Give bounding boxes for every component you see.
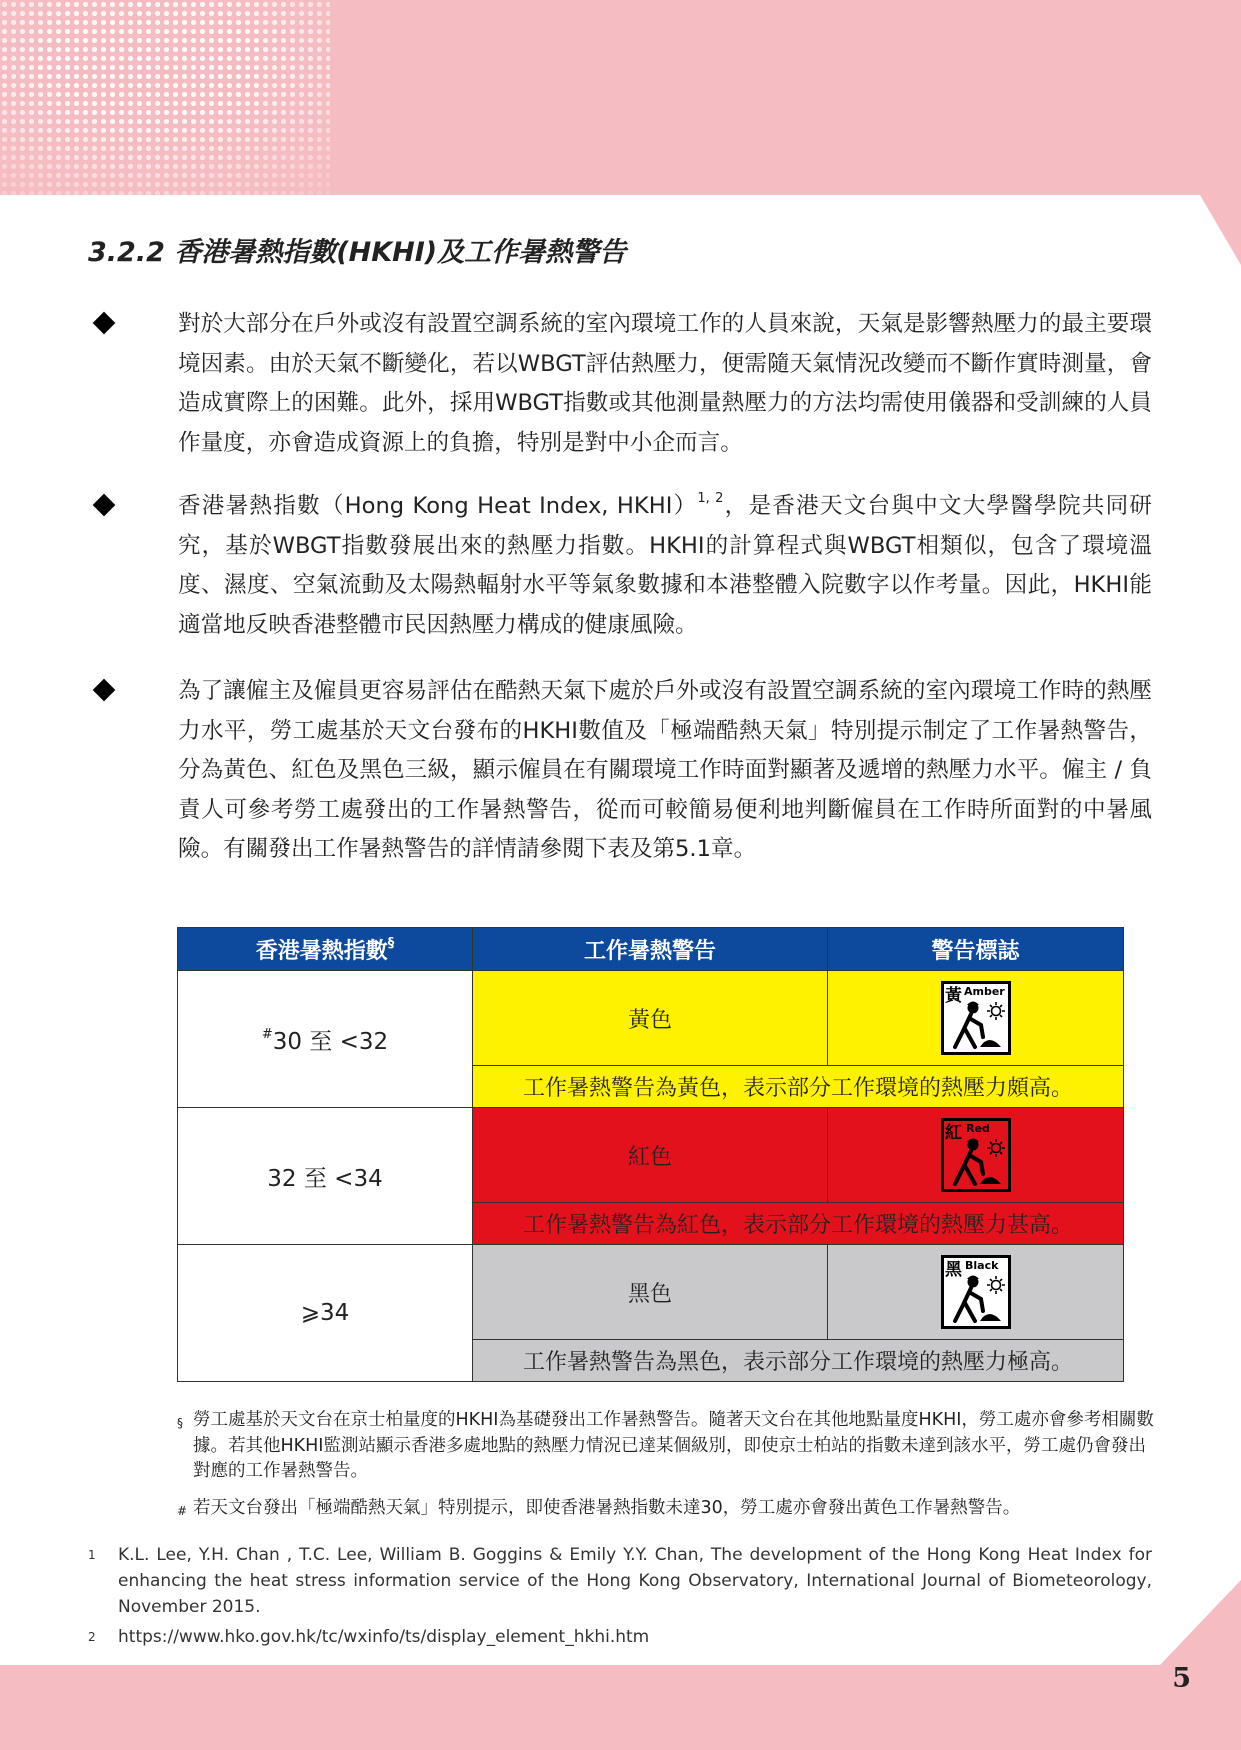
warning-sign-cell [828,971,1124,1066]
table-note: 勞工處基於天文台在京士柏量度的HKHI為基礎發出工作暑熱警告。隨著天文台在其他地點量度HKHI，勞工處亦會參考相關數據。若其他HKHI監測站顯示香港多處地點的熱壓力情況已達某個級別，即使京士柏站的指數未達到該水平，勞工處仍會發出對應的工作暑熱警告。 [193,1410,1154,1481]
diamond-bullet-icon [93,312,116,335]
bullet-text: 香港暑熱指數（Hong Kong Heat Index, HKHI）$^{1, 2}$，是香港天文台與中文大學醫學院共同研究，基於WBGT指數發展出來的熱壓力指數。HKHI的計算程式與WBGT相類似，包含了環境溫度、濕度、空氣流動及太陽熱輻射水平等氣象數據和本港整體入院數字以作考量。因此，HKHI能適當地反映香港整體市民因熱壓力構成的健康風險。 [178,491,1153,638]
section-title: 3.2.2 香港暑熱指數(HKHI)及工作暑熱警告 [88,237,627,268]
black-worker-warning-icon [941,1255,1011,1329]
table-row [178,1108,1124,1203]
table-row [178,971,1124,1066]
table-note-hash: # 若天文台發出「極端酷熱天氣」特別提示，即使香港暑熱指數未達30，勞工處亦會發出黃色工作暑熱警告。 [177,1496,1159,1522]
table-header-row [178,928,1124,971]
warning-level-cell: 紅色 [473,1108,828,1203]
halftone-decoration [0,0,330,195]
reference-link[interactable]: https://www.hko.gov.hk/tc/wxinfo/ts/display_element_hkhi.htm [118,1627,650,1647]
bullet-paragraph-1 [88,305,1152,463]
bullet-text: 為了讓僱主及僱員更容易評估在酷熱天氣下處於戶外或沒有設置空調系統的室內環境工作時的熱壓力水平，勞工處基於天文台發布的HKHI數值及「極端酷熱天氣」特別提示制定了工作暑熱警告，分為黃色、紅色及黑色三級，顯示僱員在有關環境工作時面對顯著及遞增的熱壓力水平。僱主 / 負責人可參考勞工處發出的工作暑熱警告，從而可較簡易便利地判斷僱員在工作時所面對的中暑風險。有關發出工作暑熱警告的詳情請參閱下表及第5.1章。 [178,678,1152,862]
warning-level-cell: 黑色 [473,1245,828,1340]
heat-warning-table [177,927,1124,1382]
warning-description: 工作暑熱警告為黑色，表示部分工作環境的熱壓力極高。 [473,1340,1124,1382]
amber-worker-warning-icon [941,981,1011,1055]
index-range-cell: ⩾34 [178,1245,473,1382]
svg-text:Amber: Amber [963,985,1005,998]
warning-description: 工作暑熱警告為黃色，表示部分工作環境的熱壓力頗高。 [473,1066,1124,1108]
page-number: 5 [1172,1663,1191,1694]
index-range-cell: #30 至 <32 [178,971,473,1108]
svg-text:Red: Red [965,1122,990,1135]
warning-level-cell: 黃色 [473,971,828,1066]
table-note: 若天文台發出「極端酷熱天氣」特別提示，即使香港暑熱指數未達30，勞工處亦會發出黃色工作暑熱警告。 [193,1498,1021,1518]
svg-text:Black: Black [964,1259,998,1272]
reference-1: 1 K.L. Lee, Y.H. Chan , T.C. Lee, William B. Goggins & Emily Y.Y. Chan, The development of the Hong Kong Heat Index for enhancing the heat stress information service of the Hong Kong Observatory, International Journal of Biometeorology, November 2015. [88,1542,1152,1620]
red-worker-warning-icon [941,1118,1011,1192]
header-warning: 工作暑熱警告 [473,928,828,971]
bullet-paragraph-3 [88,672,1152,870]
warning-sign-cell [828,1108,1124,1203]
svg-text:紅: 紅 [944,1123,962,1143]
header-index: 香港暑熱指數§ [178,928,473,971]
warning-description: 工作暑熱警告為紅色，表示部分工作環境的熱壓力甚高。 [473,1203,1124,1245]
svg-text:黃: 黃 [944,986,962,1006]
bullet-text: 對於大部分在戶外或沒有設置空調系統的室內環境工作的人員來說，天氣是影響熱壓力的最主要環境因素。由於天氣不斷變化，若以WBGT評估熱壓力，便需隨天氣情況改變而不斷作實時測量，會造成實際上的困難。此外，採用WBGT指數或其他測量熱壓力的方法均需使用儀器和受訓練的人員作量度，亦會造成資源上的負擔，特別是對中小企而言。 [178,311,1152,456]
index-range-cell: 32 至 <34 [178,1108,473,1245]
svg-text:黑: 黑 [944,1260,962,1280]
reference-text: K.L. Lee, Y.H. Chan , T.C. Lee, William B. Goggins & Emily Y.Y. Chan, The development of the Hong Kong Heat Index for enhancing the heat stress information service of the Hong Kong Observatory, International Journal of Biometeorology, November 2015. [118,1545,1152,1617]
table-note-section: § 勞工處基於天文台在京士柏量度的HKHI為基礎發出工作暑熱警告。隨著天文台在其他地點量度HKHI，勞工處亦會參考相關數據。若其他HKHI監測站顯示香港多處地點的熱壓力情況已達某個級別，即使京士柏站的指數未達到該水平，勞工處仍會發出對應的工作暑熱警告。 [177,1408,1159,1485]
reference-2: 2 https://www.hko.gov.hk/tc/wxinfo/ts/display_element_hkhi.htm [88,1624,1152,1650]
diamond-bullet-icon [93,494,116,517]
bullet-paragraph-2 [88,487,1152,645]
header-sign: 警告標誌 [828,928,1124,971]
diamond-bullet-icon [93,679,116,702]
warning-sign-cell [828,1245,1124,1340]
table-row [178,1245,1124,1340]
